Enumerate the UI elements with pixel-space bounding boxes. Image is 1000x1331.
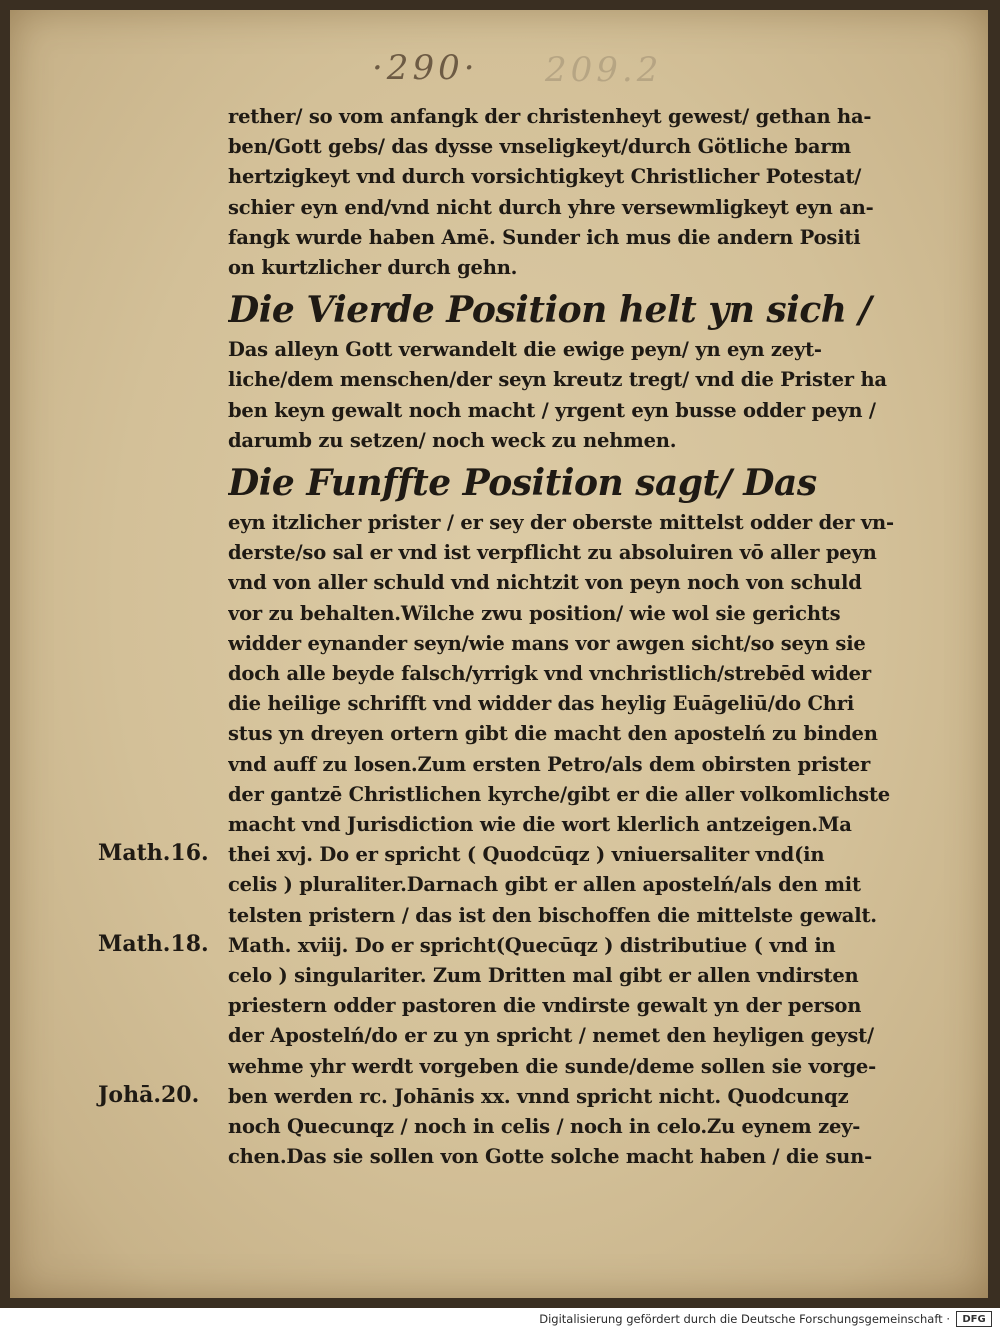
footer-credit: Digitalisierung gefördert durch die Deutsche Forschungsgemeinschaft · bbox=[539, 1312, 950, 1326]
text-line: widder eynander seyn/wie mans vor awgen sicht/so seyn sie bbox=[228, 631, 866, 655]
text-line: celo ) singulariter. Zum Dritten mal gibt er allen vndirsten bbox=[228, 964, 859, 987]
text-line: doch alle beyde falsch/yrrigk vnd vnchristlich/strebēd wider bbox=[228, 662, 871, 685]
footer-bar bbox=[0, 1308, 1000, 1331]
text-line: vnd von aller schuld vnd nichtzit von peyn noch von schuld bbox=[228, 571, 862, 595]
text-line: der Apostelń/do er zu yn spricht / nemet den heyligen geyst/ bbox=[228, 1024, 874, 1048]
text-line: die heilige schrifft vnd widder das heylig Euāgeliū/do Chri bbox=[228, 692, 855, 716]
text-line: ben keyn gewalt noch macht / yrgent eyn busse odder peyn / bbox=[228, 398, 876, 422]
margin-note: Math.16. bbox=[98, 840, 209, 867]
text-line: celis ) pluraliter.Darnach gibt er allen apostelń/als den mit bbox=[228, 873, 861, 897]
text-line: telsten pristern / das ist den bischoffen die mittelste gewalt. bbox=[228, 903, 877, 927]
section-heading: Die Funffte Position sagt/ Das bbox=[228, 462, 817, 504]
text-line: priestern odder pastoren die vndirste gewalt yn der person bbox=[228, 994, 862, 1018]
text-line: derste/so sal er vnd ist verpflicht zu absoluiren vō aller peyn bbox=[228, 541, 877, 565]
text-line: eyn itzlicher prister / er sey der oberste mittelst odder der vn- bbox=[228, 511, 894, 534]
text-line: Math. xviij. Do er spricht(Quecūqz ) distributiue ( vnd in bbox=[228, 933, 836, 957]
text-line: fangk wurde haben Amē. Sunder ich mus die andern Positi bbox=[228, 225, 861, 249]
text-line: on kurtzlicher durch gehn. bbox=[228, 256, 518, 279]
text-line: schier eyn end/vnd nicht durch yhre versewmligkeyt eyn an- bbox=[228, 195, 874, 219]
margin-note: Johā.20. bbox=[98, 1081, 200, 1108]
text-line: stus yn dreyen ortern gibt die macht den apostelń zu binden bbox=[228, 722, 878, 746]
text-line: ben werden rc. Johānis xx. vnnd spricht nicht. Quodcunqz bbox=[228, 1084, 849, 1108]
text-line: der gantzē Christlichen kyrche/gibt er die aller volkomlichste bbox=[228, 782, 890, 806]
text-line: chen.Das sie sollen von Gotte solche macht haben / die sun- bbox=[228, 1145, 873, 1169]
text-line: thei xvj. Do er spricht ( Quodcūqz ) vniuersaliter vnd(in bbox=[228, 843, 825, 867]
section-heading: Die Vierde Position helt yn sich / bbox=[228, 289, 872, 332]
faint-page-number: 209.2 bbox=[545, 50, 663, 90]
text-line: noch Quecunqz / noch in celis / noch in celo.Zu eynem zey- bbox=[228, 1115, 861, 1138]
text-line: vnd auff zu losen.Zum ersten Petro/als dem obirsten prister bbox=[228, 752, 871, 776]
text-line: hertzigkeyt vnd durch vorsichtigkeyt Christlicher Potestat/ bbox=[228, 165, 862, 189]
text-line: vor zu behalten.Wilche zwu position/ wie wol sie gerichts bbox=[228, 601, 841, 625]
text-line: liche/dem menschen/der seyn kreutz tregt/ vnd die Prister ha bbox=[228, 368, 887, 392]
dfg-logo: DFG bbox=[956, 1311, 992, 1327]
margin-note: Math.18. bbox=[98, 930, 209, 957]
text-line: darumb zu setzen/ noch weck zu nehmen. bbox=[228, 428, 677, 452]
page-number: ·290· bbox=[372, 48, 479, 88]
text-line: Das alleyn Gott verwandelt die ewige peyn/ yn eyn zeyt- bbox=[228, 338, 822, 362]
text-line: ben/Gott gebs/ das dysse vnseligkeyt/durch Götliche barm bbox=[228, 135, 851, 159]
text-line: wehme yhr werdt vorgeben die sunde/deme sollen sie vorge- bbox=[228, 1054, 877, 1078]
paper-sheet bbox=[10, 10, 988, 1298]
text-line: rether/ so vom anfangk der christenheyt gewest/ gethan ha- bbox=[228, 105, 872, 128]
text-line: macht vnd Jurisdiction wie die wort klerlich antzeigen.Ma bbox=[228, 813, 852, 836]
